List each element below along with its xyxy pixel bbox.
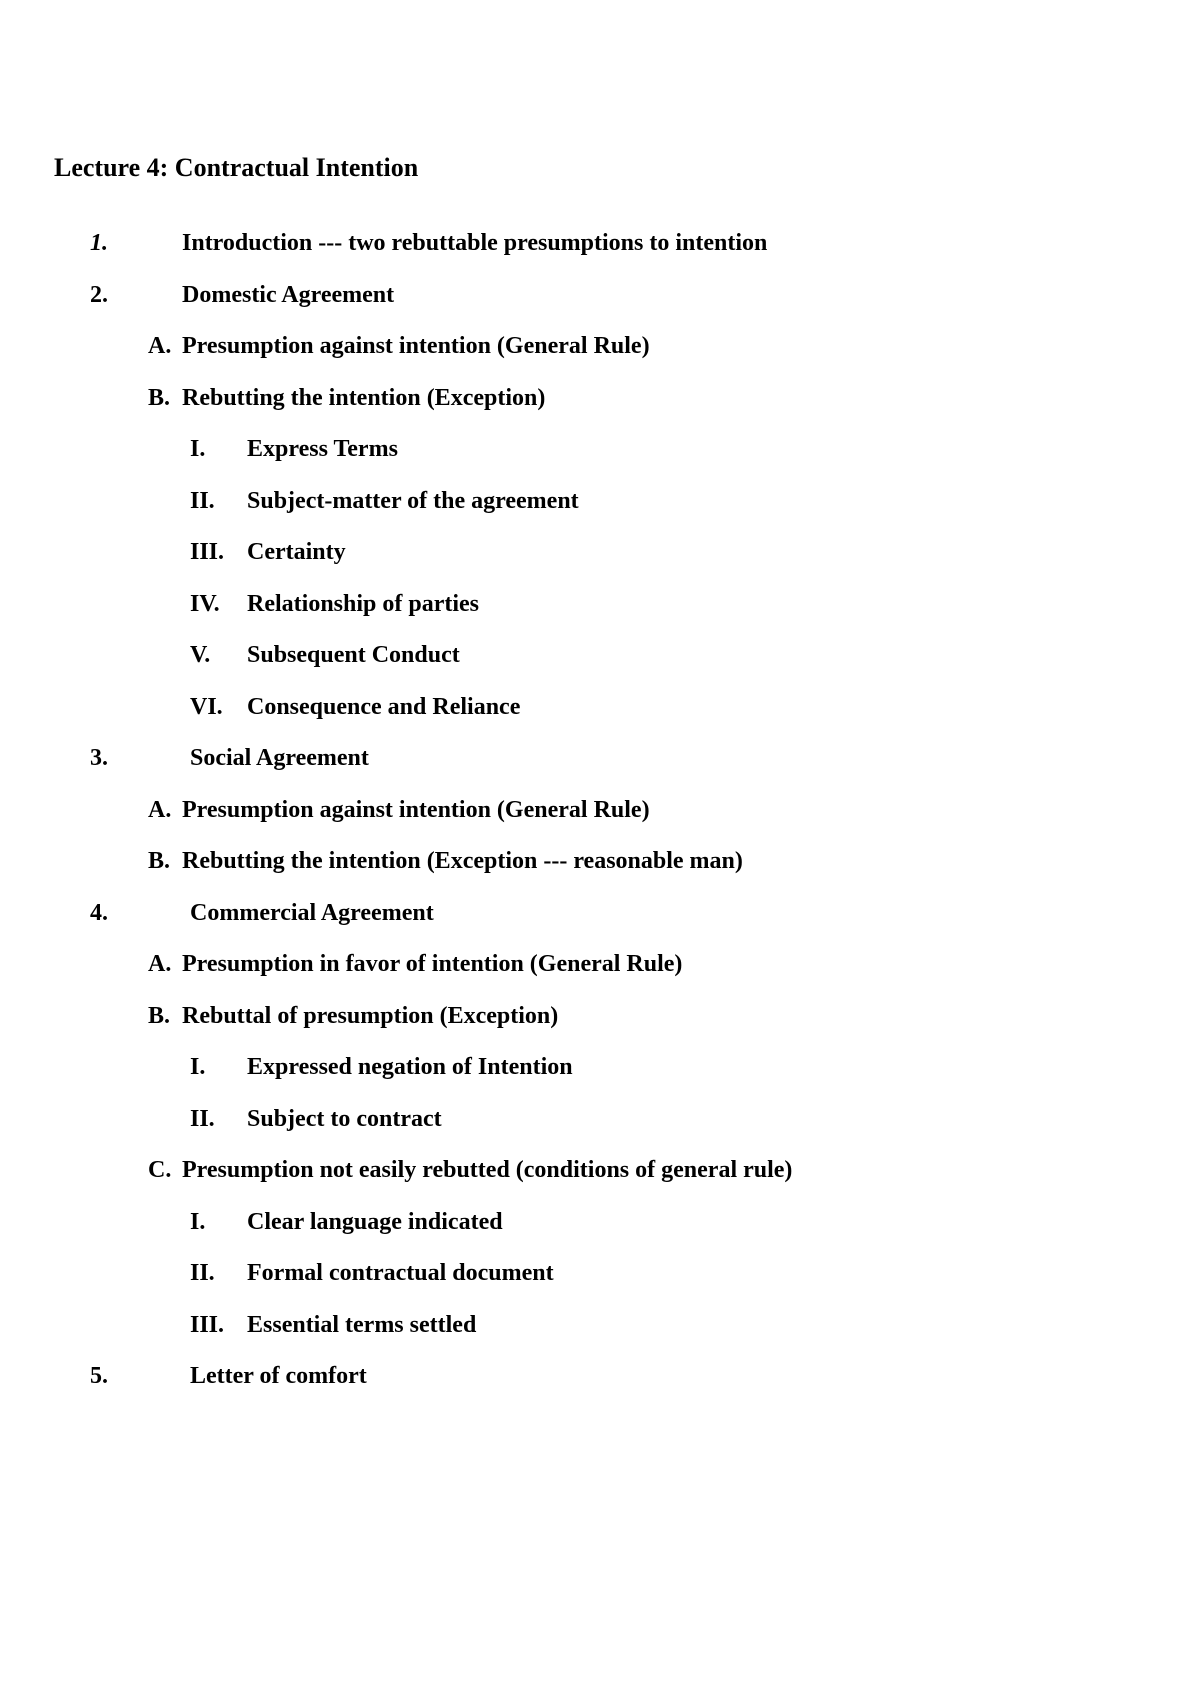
outline-marker: C.: [148, 1157, 172, 1183]
outline-text: Presumption against intention (General Rule): [182, 333, 650, 359]
outline-marker: 4.: [90, 900, 108, 926]
outline-marker: I.: [190, 1054, 206, 1080]
outline-marker: 5.: [90, 1363, 108, 1389]
outline-text: Rebuttal of presumption (Exception): [182, 1003, 559, 1029]
outline-text: Subject to contract: [247, 1106, 442, 1132]
outline-text: Commercial Agreement: [190, 900, 434, 926]
outline-marker: A.: [148, 797, 172, 823]
page-title: Lecture 4: Contractual Intention: [54, 153, 419, 182]
outline-marker: I.: [190, 1209, 206, 1235]
outline-text: Clear language indicated: [247, 1209, 503, 1235]
outline-text: Presumption not easily rebutted (conditions of general rule): [182, 1157, 793, 1183]
outline-marker: B.: [148, 385, 171, 411]
outline-text: Express Terms: [247, 436, 398, 462]
outline-marker: IV.: [190, 591, 220, 617]
outline-text: Domestic Agreement: [182, 282, 395, 308]
outline-text: Presumption in favor of intention (General Rule): [182, 951, 683, 977]
outline-marker: 1.: [90, 230, 108, 256]
outline-text: Rebutting the intention (Exception): [182, 385, 546, 411]
outline-marker: A.: [148, 951, 172, 977]
outline-marker: II.: [190, 488, 215, 514]
outline-marker: II.: [190, 1260, 215, 1286]
outline-marker: 2.: [90, 282, 108, 308]
outline-text: Subject-matter of the agreement: [247, 488, 579, 514]
outline-marker: II.: [190, 1106, 215, 1132]
outline-marker: V.: [190, 642, 211, 668]
outline-marker: III.: [190, 539, 225, 565]
outline-text: Introduction --- two rebuttable presumptions to intention: [182, 230, 768, 256]
outline-marker: A.: [148, 333, 172, 359]
outline-text: Essential terms settled: [247, 1312, 477, 1338]
outline-marker: I.: [190, 436, 206, 462]
outline-text: Relationship of parties: [247, 591, 480, 617]
outline-text: Social Agreement: [190, 745, 369, 771]
outline-text: Consequence and Reliance: [247, 694, 521, 720]
outline-marker: 3.: [90, 745, 108, 771]
outline-text: Formal contractual document: [247, 1260, 554, 1286]
outline-text: Subsequent Conduct: [247, 642, 460, 668]
outline-text: Presumption against intention (General Rule): [182, 797, 650, 823]
outline-marker: B.: [148, 1003, 171, 1029]
outline-marker: B.: [148, 848, 171, 874]
outline-marker: III.: [190, 1312, 225, 1338]
outline-text: Expressed negation of Intention: [247, 1054, 573, 1080]
outline-text: Rebutting the intention (Exception --- reasonable man): [182, 848, 743, 874]
outline-text: Letter of comfort: [190, 1363, 367, 1389]
outline-marker: VI.: [190, 694, 223, 720]
outline-text: Certainty: [247, 539, 346, 565]
